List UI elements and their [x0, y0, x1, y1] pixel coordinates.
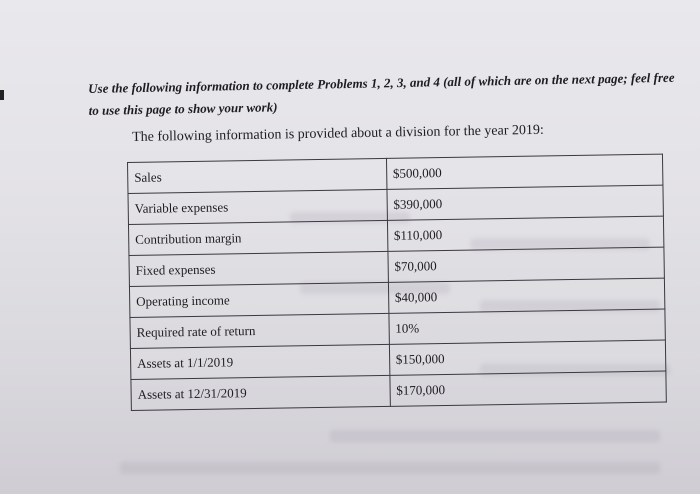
row-value: $170,000: [390, 371, 667, 406]
row-label: Required rate of return: [130, 313, 389, 348]
row-value: 10%: [389, 309, 666, 344]
row-value: $110,000: [387, 216, 664, 251]
row-value: $390,000: [387, 185, 664, 220]
row-value: $150,000: [389, 340, 666, 375]
row-label: Operating income: [129, 282, 388, 317]
bleed-through-7: [120, 462, 660, 474]
row-value: $70,000: [388, 247, 665, 282]
row-label: Variable expenses: [128, 189, 387, 224]
row-label: Sales: [128, 158, 387, 193]
row-label: Assets at 12/31/2019: [131, 375, 390, 410]
instructions-text: Use the following information to complete Problems 1, 2, 3, and 4 (all of which are on the next page; feel free to use this page to show your work): [88, 69, 675, 118]
row-label: Contribution margin: [128, 220, 387, 255]
edge-mark: [0, 90, 4, 100]
division-data-table: [127, 154, 667, 411]
bleed-through-6: [330, 430, 660, 442]
row-label: Assets at 1/1/2019: [130, 344, 389, 379]
row-label: Fixed expenses: [129, 251, 388, 286]
row-value: $500,000: [386, 154, 663, 189]
intro-text: The following information is provided about a division for the year 2019:: [132, 122, 544, 145]
row-value: $40,000: [388, 278, 665, 313]
